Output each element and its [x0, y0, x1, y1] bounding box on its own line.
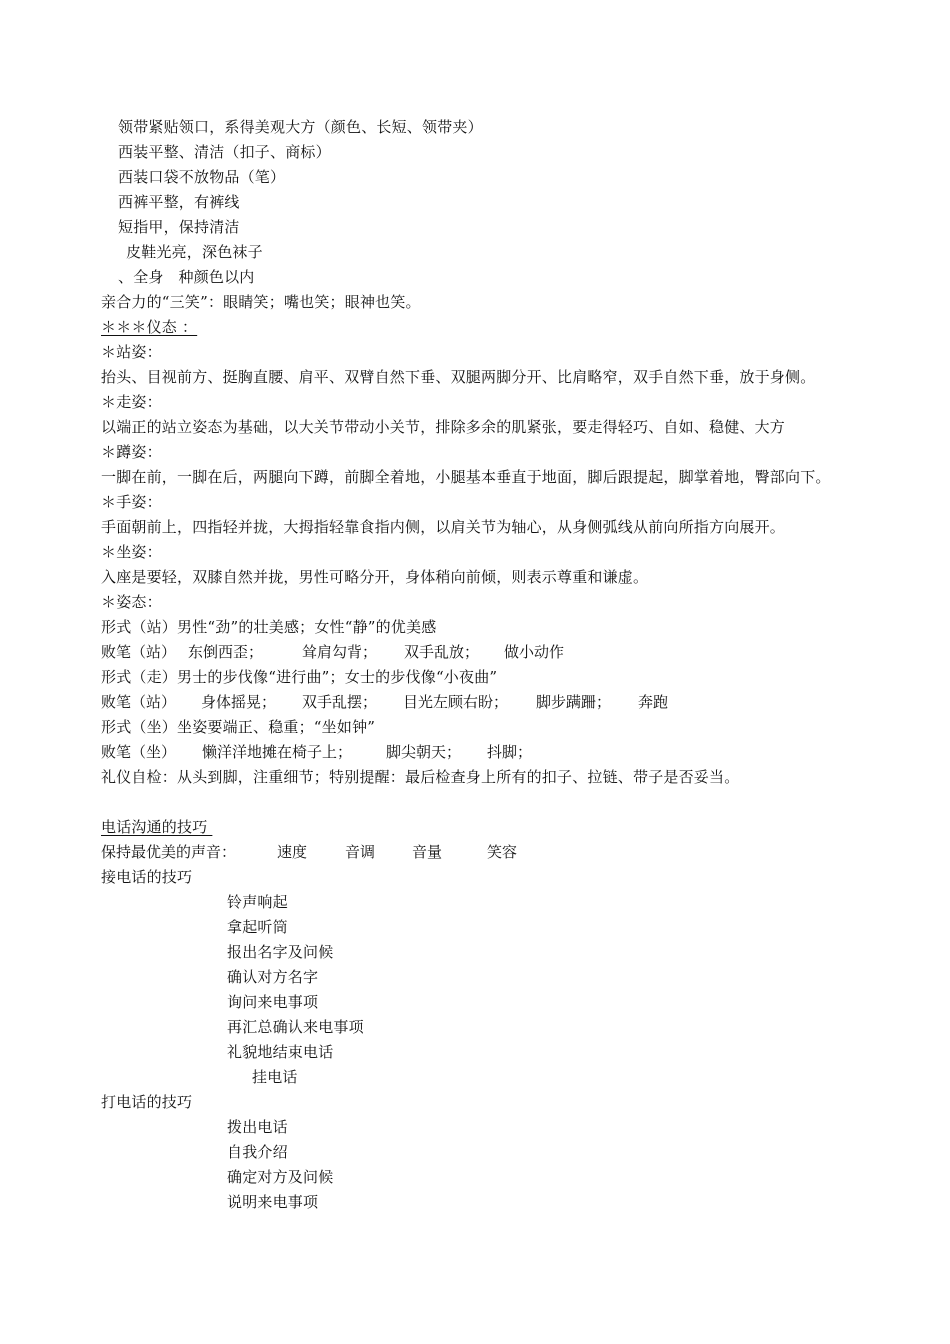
fault-item: 抖脚； — [487, 743, 533, 761]
dress-line: 短指甲，保持清洁 — [118, 218, 240, 236]
dress-line: 皮鞋光亮，深色袜子 — [126, 243, 263, 261]
fault-item: 懒洋洋地摊在椅子上； — [202, 743, 353, 761]
call-step: 说明来电事项 — [227, 1193, 319, 1211]
answer-step: 询问来电事项 — [227, 993, 319, 1011]
fault-item: 双手乱放； — [404, 643, 480, 661]
posture-text: 抬头、目视前方、挺胸直腰、肩平、双臂自然下垂、双腿两脚分开、比肩略窄，双手自然下垂，放于身侧。 — [101, 368, 816, 386]
answer-step: 拿起听筒 — [227, 918, 288, 936]
three-smiles: 亲合力的“三笑”：眼睛笑；嘴也笑；眼神也笑。 — [101, 293, 421, 311]
voice-item: 音量 — [412, 843, 443, 861]
answer-step: 礼貌地结束电话 — [227, 1043, 334, 1061]
answer-step: 确认对方名字 — [227, 968, 319, 986]
answer-step: 再汇总确认来电事项 — [227, 1018, 364, 1036]
call-step: 拨出电话 — [227, 1118, 288, 1136]
self-check: 礼仪自检：从头到脚，注重细节；特别提醒：最后检查身上所有的扣子、拉链、带子是否妥当。 — [101, 768, 740, 786]
fault-item: 双手乱摆； — [302, 693, 378, 711]
voice-item: 速度 — [277, 843, 308, 861]
answer-step: 铃声响起 — [227, 893, 288, 911]
call-step: 自我介绍 — [227, 1143, 288, 1161]
fault-item: 脚尖朝天； — [386, 743, 462, 761]
posture-text: 入座是要轻，双膝自然并拢，男性可略分开，身体稍向前倾，则表示尊重和谦虚。 — [101, 568, 649, 586]
call-title: 打电话的技巧 — [101, 1093, 193, 1111]
posture-title: ＊手姿： — [101, 493, 162, 511]
fault-item: 目光左顾右盼； — [403, 693, 509, 711]
answer-title: 接电话的技巧 — [101, 868, 193, 886]
posture-text: 以端正的站立姿态为基础，以大关节带动小关节，排除多余的肌紧张，要走得轻巧、自如、稳健、大方 — [101, 418, 786, 436]
fault-label: 败笔（站） — [101, 643, 177, 661]
fault-item: 东倒西歪； — [188, 643, 264, 661]
fault-item: 耸肩勾背； — [302, 643, 378, 661]
bearing-form-walk: 形式（走）男士的步伐像“进行曲”；女士的步伐像“小夜曲” — [101, 668, 498, 686]
fault-item: 身体摇晃； — [201, 693, 277, 711]
dress-line: 西装平整、清洁（扣子、商标） — [118, 143, 331, 161]
voice-label: 保持最优美的声音： — [101, 843, 237, 861]
fault-item: 做小动作 — [504, 643, 565, 661]
fault-label: 败笔（坐） — [101, 743, 177, 761]
dress-line: 、全身 种颜色以内 — [118, 268, 255, 286]
posture-text: 一脚在前，一脚在后，两腿向下蹲，前脚全着地，小腿基本垂直于地面，脚后跟提起，脚掌着地，臀部向下。 — [101, 468, 831, 486]
posture-title: ＊坐姿： — [101, 543, 162, 561]
answer-step-last: 挂电话 — [252, 1068, 298, 1086]
fault-item: 脚步蹒跚； — [536, 693, 612, 711]
dress-line: 领带紧贴领口，系得美观大方（颜色、长短、领带夹） — [118, 118, 483, 136]
bearing-form-sit: 形式（坐）坐姿要端正、稳重；“坐如钟” — [101, 718, 376, 736]
voice-item: 音调 — [345, 843, 376, 861]
bearing-form-stand: 形式（站）男性“劲”的壮美感；女性“静”的优美感 — [101, 618, 437, 636]
posture-heading: ＊＊＊仪态 ： — [101, 318, 198, 336]
voice-item: 笑容 — [487, 843, 518, 861]
dress-line: 西裤平整，有裤线 — [118, 193, 240, 211]
fault-label: 败笔（站） — [101, 693, 177, 711]
bearing-title: ＊姿态： — [101, 593, 162, 611]
call-step: 确定对方及问候 — [227, 1168, 334, 1186]
dress-line: 西装口袋不放物品（笔） — [118, 168, 286, 186]
answer-step: 报出名字及问候 — [227, 943, 334, 961]
posture-title: ＊走姿： — [101, 393, 162, 411]
phone-heading: 电话沟通的技巧 — [101, 818, 213, 836]
posture-text: 手面朝前上，四指轻并拢，大拇指轻靠食指内侧，以肩关节为轴心，从身侧弧线从前向所指方向展开。 — [101, 518, 786, 536]
posture-title: ＊站姿： — [101, 343, 162, 361]
fault-item: 奔跑 — [638, 693, 669, 711]
posture-title: ＊蹲姿： — [101, 443, 162, 461]
